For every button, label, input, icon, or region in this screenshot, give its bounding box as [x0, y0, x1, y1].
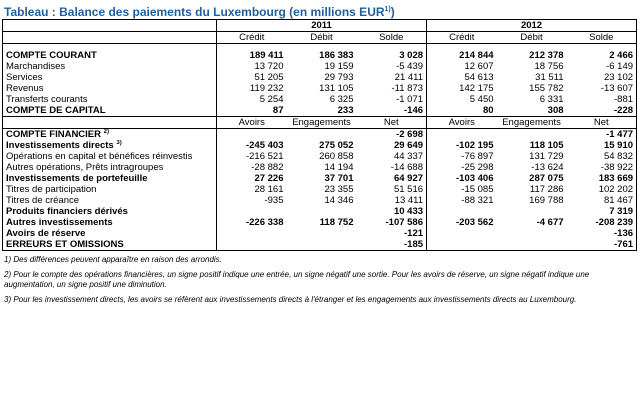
cell-value: 37 701 — [324, 173, 354, 184]
cell-value: -935 — [264, 195, 284, 206]
cell-value: -146 — [357, 105, 427, 117]
cell-value: 155 782 — [529, 83, 564, 94]
col-header: Avoirs — [427, 117, 497, 129]
col-header: Solde — [357, 32, 427, 44]
table-row — [3, 61, 637, 72]
row-label: Titres de participation — [3, 184, 217, 195]
cell-value: -103 406 — [456, 173, 494, 184]
col-header: Engagements — [497, 117, 567, 129]
cell-value: 6 331 — [539, 94, 564, 105]
table-row — [3, 105, 637, 117]
col-header: Solde — [567, 32, 637, 44]
row-label: Revenus — [3, 83, 217, 94]
cell-value: 131 105 — [319, 83, 354, 94]
cell-value — [287, 228, 357, 239]
table-row — [3, 151, 637, 162]
column-header-row-2 — [3, 117, 637, 129]
cell-value: 14 346 — [324, 195, 354, 206]
cell-value: -14 688 — [357, 162, 427, 173]
table-row — [3, 94, 637, 105]
cell-value — [497, 228, 567, 239]
cell-value: 80 — [427, 105, 497, 117]
row-label: COMPTE FINANCIER $^{2)}$ — [3, 129, 217, 141]
cell-value: -185 — [357, 239, 427, 251]
cell-value: 87 — [217, 105, 287, 117]
cell-value: 118 752 — [319, 217, 354, 228]
cell-value: 51 205 — [254, 72, 284, 83]
cell-value: 131 729 — [529, 151, 564, 162]
cell-value: -107 586 — [357, 217, 427, 228]
cell-value: 186 383 — [319, 50, 354, 61]
row-label: Services — [3, 72, 217, 83]
row-label: Autres opérations, Prêts intragroupes — [3, 162, 217, 173]
cell-value: 189 411 — [249, 50, 284, 61]
cell-value: 233 — [287, 105, 357, 117]
cell-value: 5 450 — [469, 94, 494, 105]
balance-table — [2, 19, 637, 251]
cell-value: 183 669 — [567, 173, 637, 184]
cell-value: 119 232 — [249, 83, 284, 94]
table-title: Tableau : Balance des paiements du Luxembourg (en millions EUR$^{1)}$) — [4, 5, 395, 19]
cell-value: 102 202 — [567, 184, 637, 195]
cell-value: -216 521 — [245, 151, 284, 162]
cell-value: 19 159 — [324, 61, 354, 72]
table-row — [3, 184, 637, 195]
col-header: Débit — [287, 32, 357, 44]
row-label: COMPTE DE CAPITAL — [3, 105, 217, 117]
cell-value: 51 516 — [357, 184, 427, 195]
cell-value: 54 613 — [464, 72, 494, 83]
cell-value — [497, 129, 567, 141]
column-header-row-1 — [3, 32, 637, 44]
cell-value: -136 — [567, 228, 637, 239]
cell-value: 29 649 — [357, 140, 427, 151]
footnote-ref: 3) — [116, 140, 122, 146]
row-label: Investissements de portefeuille — [3, 173, 217, 184]
cell-value: 275 052 — [319, 140, 354, 151]
table-row — [3, 239, 637, 251]
row-label: COMPTE COURANT — [3, 50, 217, 61]
cell-value — [497, 206, 567, 217]
cell-value: 15 910 — [567, 140, 637, 151]
cell-value — [427, 239, 497, 251]
cell-value: 81 467 — [567, 195, 637, 206]
cell-value: -2 698 — [357, 129, 427, 141]
cell-value: -121 — [357, 228, 427, 239]
row-label: Avoirs de réserve — [3, 228, 217, 239]
cell-value: 3 028 — [357, 50, 427, 61]
col-header: Crédit — [217, 32, 287, 44]
col-header: Crédit — [427, 32, 497, 44]
table-row — [3, 228, 637, 239]
row-label: Produits financiers dérivés — [3, 206, 217, 217]
col-header: Net — [357, 117, 427, 129]
row-label: Autres investissements — [3, 217, 217, 228]
cell-value — [287, 239, 357, 251]
cell-value — [287, 206, 357, 217]
col-header: Débit — [497, 32, 567, 44]
cell-value: 260 858 — [319, 151, 354, 162]
cell-value: 18 756 — [534, 61, 564, 72]
cell-value: -226 338 — [245, 217, 284, 228]
cell-value: 308 — [497, 105, 567, 117]
cell-value: 54 832 — [567, 151, 637, 162]
cell-value: 31 511 — [535, 72, 564, 83]
year-2011: 2011 — [217, 20, 427, 32]
cell-value: 23 102 — [567, 72, 637, 83]
cell-value: 142 175 — [459, 83, 494, 94]
cell-value: 212 378 — [529, 50, 564, 61]
cell-value: -38 922 — [567, 162, 637, 173]
cell-value: 13 720 — [254, 61, 284, 72]
cell-value: 117 286 — [529, 184, 564, 195]
cell-value — [427, 129, 497, 141]
footnote-ref: 2) — [103, 129, 109, 135]
cell-value: 23 355 — [324, 184, 354, 195]
cell-value: -28 882 — [251, 162, 284, 173]
cell-value: -881 — [567, 94, 637, 105]
cell-value: 27 226 — [254, 173, 284, 184]
cell-value: 7 319 — [567, 206, 637, 217]
cell-value: -25 298 — [461, 162, 494, 173]
table-row — [3, 217, 637, 228]
cell-value: -6 149 — [567, 61, 637, 72]
table-row — [3, 50, 637, 61]
cell-value: -203 562 — [456, 217, 494, 228]
cell-value: -1 071 — [357, 94, 427, 105]
cell-value — [427, 206, 497, 217]
cell-value — [217, 206, 287, 217]
cell-value: 287 075 — [529, 173, 564, 184]
cell-value: 29 793 — [324, 72, 354, 83]
cell-value: 13 411 — [357, 195, 427, 206]
cell-value: -228 — [567, 105, 637, 117]
table-row — [3, 195, 637, 206]
table-row — [3, 206, 637, 217]
footnotes — [0, 251, 634, 305]
cell-value: 169 788 — [529, 195, 564, 206]
row-label: Titres de créance — [3, 195, 217, 206]
cell-value: -102 195 — [456, 140, 494, 151]
year-header-row — [3, 20, 637, 32]
cell-value: -76 897 — [461, 151, 494, 162]
table-row — [3, 162, 637, 173]
cell-value: 10 433 — [357, 206, 427, 217]
table-row — [3, 72, 637, 83]
table-row — [3, 140, 637, 151]
table-row — [3, 83, 637, 94]
cell-value: -88 321 — [461, 195, 494, 206]
cell-value: 6 325 — [329, 94, 354, 105]
cell-value: 214 844 — [459, 50, 494, 61]
col-header: Net — [567, 117, 637, 129]
cell-value — [217, 228, 287, 239]
col-header: Avoirs — [217, 117, 287, 129]
cell-value: 28 161 — [254, 184, 284, 195]
cell-value: -11 873 — [357, 83, 427, 94]
cell-value: 5 254 — [259, 94, 284, 105]
cell-value: -1 477 — [567, 129, 637, 141]
cell-value: 21 411 — [357, 72, 427, 83]
cell-value — [287, 129, 357, 141]
cell-value: 2 466 — [567, 50, 637, 61]
footnote-3: 3) Pour les investissement directs, les avoirs se réfèrent aux investissements directs à l'étranger et les engagements aux investissements directs au Luxembourg. — [4, 295, 577, 304]
cell-value: -4 677 — [536, 217, 564, 228]
year-2012: 2012 — [427, 20, 637, 32]
table-body — [3, 20, 637, 251]
cell-value: 118 105 — [529, 140, 564, 151]
cell-value: -13 607 — [567, 83, 637, 94]
row-label: Opérations en capital et bénéfices réinvestis — [3, 151, 217, 162]
cell-value: -761 — [567, 239, 637, 251]
footnote-2: 2) Pour le compte des opérations financières, un signe positif indique une entrée, un signe négatif une sortie. Pour les avoirs de réserve, un signe négatif indique une augmentation, un signe positif une diminution. — [4, 270, 590, 289]
cell-value: -15 085 — [461, 184, 494, 195]
cell-value — [217, 239, 287, 251]
title-footnote-ref: 1) — [384, 6, 391, 13]
cell-value — [497, 239, 567, 251]
cell-value: 12 607 — [464, 61, 494, 72]
col-header: Engagements — [287, 117, 357, 129]
cell-value: 14 194 — [324, 162, 354, 173]
cell-value: -208 239 — [567, 217, 637, 228]
cell-value: -13 624 — [531, 162, 564, 173]
row-label: ERREURS ET OMISSIONS — [3, 239, 217, 251]
cell-value: -5 439 — [357, 61, 427, 72]
table-row — [3, 129, 637, 141]
row-label: Investissements directs $^{3)}$ — [3, 140, 217, 151]
row-label: Transferts courants — [3, 94, 217, 105]
cell-value: 44 337 — [357, 151, 427, 162]
cell-value: -245 403 — [245, 140, 284, 151]
cell-value: 64 927 — [357, 173, 427, 184]
row-label: Marchandises — [3, 61, 217, 72]
table-row — [3, 173, 637, 184]
footnote-1: 1) Des différences peuvent apparaître en raison des arrondis. — [4, 255, 222, 264]
cell-value — [217, 129, 287, 141]
cell-value — [427, 228, 497, 239]
